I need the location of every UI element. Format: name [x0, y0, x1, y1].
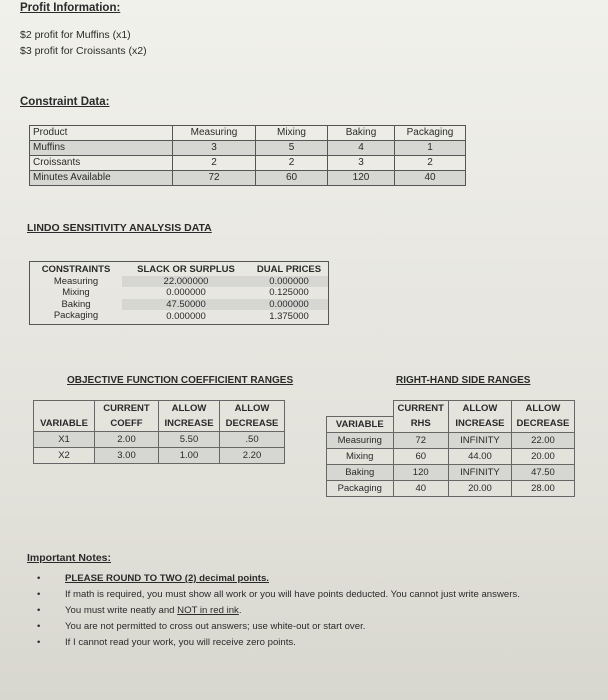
objective-col-decrease: DECREASE — [220, 416, 285, 432]
list-item — [37, 587, 597, 603]
product-cell: Muffins — [30, 141, 173, 156]
rhs-col-rhs: RHS — [393, 416, 448, 432]
notes-heading: Important Notes: — [27, 552, 111, 564]
rhs-variable-cell: Mixing — [327, 448, 394, 464]
rhs-header-row-2 — [327, 416, 575, 432]
profit-line-muffins: $2 profit for Muffins (x1) — [20, 29, 131, 41]
rhs-increase-cell: INFINITY — [448, 432, 511, 448]
table-row — [34, 448, 285, 464]
objective-header-row — [34, 401, 285, 417]
lindo-heading: LINDO SENSITIVITY ANALYSIS DATA — [27, 222, 212, 234]
rhs-hdr-allow-inc: ALLOW — [448, 401, 511, 417]
value-cell: 3 — [328, 156, 395, 171]
constraint-table — [29, 125, 466, 186]
increase-cell: 1.00 — [159, 448, 220, 464]
rhs-decrease-cell: 47.50 — [511, 464, 574, 480]
increase-cell: 5.50 — [159, 432, 220, 448]
dual-cell: 0.125000 — [269, 287, 309, 298]
dual-cell: 0.000000 — [250, 276, 329, 288]
constraint-name: Measuring — [53, 275, 99, 287]
dual-cell: 0.000000 — [250, 299, 329, 311]
coeff-cell: 2.00 — [95, 432, 159, 448]
objective-col-variable: VARIABLE — [34, 416, 95, 432]
rhs-variable-cell: Measuring — [327, 432, 394, 448]
value-cell: 4 — [328, 141, 395, 156]
rhs-decrease-cell: 20.00 — [511, 448, 574, 464]
rhs-col-increase: INCREASE — [448, 416, 511, 432]
constraint-name: Packaging — [53, 310, 99, 321]
decrease-cell: .50 — [220, 432, 285, 448]
objective-col-coeff: COEFF — [95, 416, 159, 432]
note-round: PLEASE ROUND TO TWO (2) decimal points. — [65, 573, 269, 584]
rhs-decrease-cell: 28.00 — [511, 480, 574, 496]
lindo-header-row — [30, 262, 329, 276]
constraint-col-product: Product — [30, 126, 173, 141]
rhs-hdr-current: CURRENT — [393, 401, 448, 417]
constraint-col-mixing: Mixing — [256, 126, 328, 141]
lindo-col-dual: DUAL PRICES — [256, 264, 322, 275]
objective-hdr-allow-inc: ALLOW — [159, 401, 220, 417]
product-cell: Minutes Available — [30, 171, 173, 186]
table-row — [30, 287, 329, 299]
lindo-col-slack: SLACK OR SURPLUS — [137, 264, 235, 275]
list-item — [37, 571, 597, 587]
bullet-icon: • — [37, 605, 41, 616]
slack-cell: 47.50000 — [122, 299, 250, 311]
list-item — [37, 603, 597, 619]
objective-hdr-blank — [34, 401, 95, 417]
lindo-col-constraints: CONSTRAINTS — [41, 264, 111, 275]
list-item — [37, 635, 597, 651]
value-cell: 2 — [256, 156, 328, 171]
rhs-table — [326, 400, 575, 497]
note-write-emphasis: NOT in red ink — [177, 605, 239, 616]
objective-header-row-2 — [34, 416, 285, 432]
value-cell: 1 — [395, 141, 466, 156]
rhs-current-cell: 72 — [393, 432, 448, 448]
rhs-increase-cell: 20.00 — [448, 480, 511, 496]
constraint-name: Mixing — [62, 287, 90, 298]
value-cell: 2 — [395, 156, 466, 171]
bullet-icon: • — [37, 573, 41, 584]
table-row — [30, 171, 466, 186]
objective-hdr-current: CURRENT — [95, 401, 159, 417]
decrease-cell: 2.20 — [220, 448, 285, 464]
slack-cell: 0.000000 — [166, 311, 206, 322]
table-row — [327, 448, 575, 464]
table-row — [327, 480, 575, 496]
rhs-decrease-cell: 22.00 — [511, 432, 574, 448]
table-row — [34, 432, 285, 448]
rhs-current-cell: 120 — [393, 464, 448, 480]
rhs-hdr-allow-dec: ALLOW — [511, 401, 574, 417]
note-math: If math is required, you must show all work or you will have points deducted. You cannot just write answers. — [65, 589, 520, 600]
bullet-icon: • — [37, 589, 41, 600]
constraint-col-measuring: Measuring — [173, 126, 256, 141]
value-cell: 60 — [256, 171, 328, 186]
coeff-cell: 3.00 — [95, 448, 159, 464]
constraint-header-row — [30, 126, 466, 141]
objective-col-increase: INCREASE — [159, 416, 220, 432]
rhs-col-decrease: DECREASE — [511, 416, 574, 432]
value-cell: 72 — [173, 171, 256, 186]
value-cell: 120 — [328, 171, 395, 186]
slack-cell: 0.000000 — [166, 287, 206, 298]
rhs-current-cell: 40 — [393, 480, 448, 496]
note-readability: If I cannot read your work, you will receive zero points. — [65, 637, 296, 648]
note-cross-out: You are not permitted to cross out answers; use white-out or start over. — [65, 621, 366, 632]
slack-cell: 22.000000 — [122, 276, 250, 288]
product-cell: Croissants — [30, 156, 173, 171]
bullet-icon: • — [37, 621, 41, 632]
rhs-current-cell: 60 — [393, 448, 448, 464]
variable-cell: X2 — [34, 448, 95, 464]
table-row — [327, 432, 575, 448]
rhs-increase-cell: INFINITY — [448, 464, 511, 480]
list-item — [37, 619, 597, 635]
value-cell: 5 — [256, 141, 328, 156]
profit-heading: Profit Information: — [20, 2, 121, 14]
table-row — [327, 464, 575, 480]
value-cell: 3 — [173, 141, 256, 156]
constraint-col-packaging: Packaging — [395, 126, 466, 141]
value-cell: 40 — [395, 171, 466, 186]
variable-cell: X1 — [34, 432, 95, 448]
constraint-col-baking: Baking — [328, 126, 395, 141]
rhs-increase-cell: 44.00 — [448, 448, 511, 464]
notes-list — [37, 571, 597, 651]
note-write-prefix: You must write neatly and — [65, 605, 178, 616]
table-row — [30, 310, 329, 324]
rhs-variable-cell: Baking — [327, 464, 394, 480]
lindo-table — [29, 261, 329, 325]
table-row — [30, 276, 329, 288]
rhs-variable-cell: Packaging — [327, 480, 394, 496]
rhs-hdr-blank — [327, 401, 394, 417]
constraint-heading: Constraint Data: — [20, 96, 110, 108]
constraint-name: Baking — [61, 298, 91, 310]
table-row — [30, 299, 329, 311]
objective-table — [33, 400, 285, 464]
rhs-col-variable: VARIABLE — [327, 416, 394, 432]
profit-line-croissants: $3 profit for Croissants (x2) — [20, 45, 147, 57]
objective-heading: OBJECTIVE FUNCTION COEFFICIENT RANGES — [67, 375, 294, 386]
objective-hdr-allow-dec: ALLOW — [220, 401, 285, 417]
rhs-header-row — [327, 401, 575, 417]
value-cell: 2 — [173, 156, 256, 171]
table-row — [30, 141, 466, 156]
note-write-suffix: . — [238, 605, 242, 616]
rhs-heading: RIGHT-HAND SIDE RANGES — [396, 375, 531, 386]
bullet-icon: • — [37, 637, 41, 648]
dual-cell: 1.375000 — [269, 311, 309, 322]
table-row — [30, 156, 466, 171]
